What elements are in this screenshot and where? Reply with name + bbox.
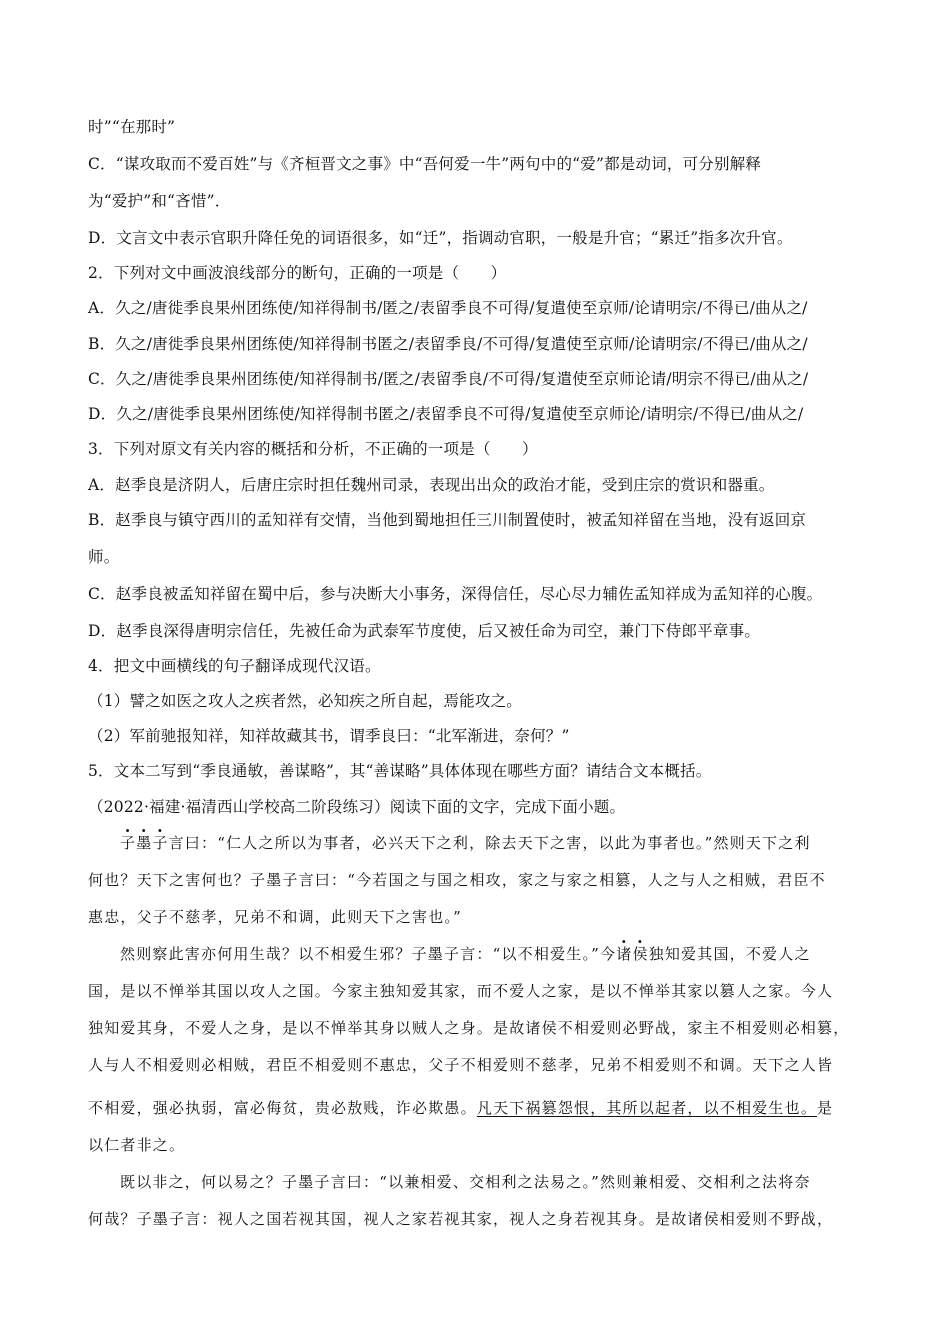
passage-line: 既以非之，何以易之？子墨子言曰：“以兼相爱、交相利之法易之。”然则兼相爱、交相利之法将奈 [120, 1173, 811, 1191]
question-5: 5．文本二写到“季良通敏，善谋略”，其“善谋略”具体体现在哪些方面？请结合文本概括。 [88, 762, 712, 780]
source-line: （2022·福建·福清西山学校高二阶段练习）阅读下面的文字，完成下面小题。 [88, 798, 626, 816]
option-d-line: D．赵季良深得唐明宗信任，先被任命为武泰军节度使，后又被任命为司空，兼门下侍郎平章事。 [88, 622, 761, 640]
passage-text: 是 [817, 1099, 834, 1117]
passage-text: 言曰：“仁人之所以为事者，必兴天下之利，除去天下之害，以此为事者也。”然则天下之利 [168, 834, 811, 852]
option-c-line: C．赵季良被孟知祥留在蜀中后，参与决断大小事务，深得信任，尽心尽力辅佐孟知祥成为孟知祥的心腹。 [88, 585, 823, 603]
question-4: 4．把文中画横线的句子翻译成现代汉语。 [88, 657, 381, 675]
passage-line: 独知爱其身，不爱人之身，是以不惮举其身以贼人之身。是故诸侯不相爱则必野战，家主不相爱则必相篡， [88, 1019, 850, 1037]
emphasis-dot-char: 侯 [632, 945, 649, 963]
option-b-line: B．久之/唐徙季良果州团练使/知祥得制书匿之/表留季良/不可得/复遣使至京师/论请明宗/不得已/曲从之/ [88, 335, 808, 353]
option-c-line: C．“谋攻取而不爱百姓”与《齐桓晋文之事》中“吾何爱一牛”两句中的“爱”都是动词，可分别解释 [88, 155, 762, 173]
emphasis-dot-char: 子 [120, 834, 137, 852]
underlined-sentence: 凡天下祸篡怨恨，其所以起者，以不相爱生也。 [476, 1099, 818, 1117]
text-line: 师。 [88, 548, 120, 566]
passage-line: 以仁者非之。 [88, 1136, 186, 1154]
emphasis-dot-char: 墨 [136, 834, 153, 852]
passage-line: 惠忠，父子不慈孝，兄弟不和调，此则天下之害也。” [88, 908, 462, 926]
option-a-line: A．赵季良是济阴人，后唐庄宗时担任魏州司录，表现出出众的政治才能，受到庄宗的赏识和器重。 [88, 476, 775, 494]
passage-line [120, 832, 878, 854]
option-d-line: D．久之/唐徙季良果州团练使/知祥得制书匿之/表留季良不可得/复遣使至京师论/请明宗/不得已/曲从之/ [88, 405, 804, 423]
passage-line [120, 943, 878, 965]
emphasis-dot-char: 子 [152, 834, 169, 852]
option-b-line: B．赵季良与镇守西川的孟知祥有交情，当他到蜀地担任三川制置使时，被孟知祥留在当地，没有返回京 [88, 511, 807, 529]
text-line: 时”“在那时” [88, 118, 176, 136]
emphasis-dot-char: 诸 [616, 945, 633, 963]
text-line: 为“爱护”和“吝惜”． [88, 192, 231, 210]
passage-line: 何哉？子墨子言：视人之国若视其国，视人之家若视其家，视人之身若视其身。是故诸侯相爱则不野战， [88, 1210, 834, 1228]
sub-question-2: （2）军前驰报知祥，知祥故藏其书，谓季良曰：“北军渐进，奈何？” [88, 727, 570, 745]
option-a-line: A．久之/唐徙季良果州团练使/知祥得制书/匿之/表留季良不可得/复遣使至京师/论请明宗/不得已/曲从之/ [88, 299, 808, 317]
option-c-line: C．久之/唐徙季良果州团练使/知祥得制书/匿之/表留季良/不可得/复遣使至京师论请/明宗不得已/曲从之/ [88, 370, 809, 388]
question-2: 2．下列对文中画波浪线部分的断句，正确的一项是（ ） [88, 264, 507, 282]
sub-question-1: （1）譬之如医之攻人之疾者然，必知疾之所自起，焉能攻之。 [88, 692, 522, 710]
passage-text: 不相爱，强必执弱，富必侮贫，贵必敖贱，诈必欺愚。 [88, 1099, 477, 1117]
passage-line [88, 1097, 878, 1119]
option-d-line: D．文言文中表示官职升降任免的词语很多，如“迁”，指调动官职，一般是升官；“累迁”指多次升官。 [88, 229, 793, 247]
question-3: 3．下列对原文有关内容的概括和分析，不正确的一项是（ ） [88, 440, 538, 458]
passage-line: 何也？天下之害何也？子墨子言曰：“今若国之与国之相攻，家之与家之相篡，人之与人之相贼，君臣不 [88, 871, 826, 889]
passage-line: 人与人不相爱则必相贼，君臣不相爱则不惠忠，父子不相爱则不慈孝，兄弟不相爱则不和调。天下之人皆 [88, 1056, 834, 1074]
passage-text: 独知爱其国，不爱人之 [648, 945, 811, 963]
passage-line: 国，是以不惮举其国以攻人之国。今家主独知爱其家，而不爱人之家，是以不惮举其家以篡人之家。今人 [88, 982, 834, 1000]
passage-text: 然则察此害亦何用生哉？以不相爱生邪？子墨子言：“以不相爱生。”今 [120, 945, 617, 963]
